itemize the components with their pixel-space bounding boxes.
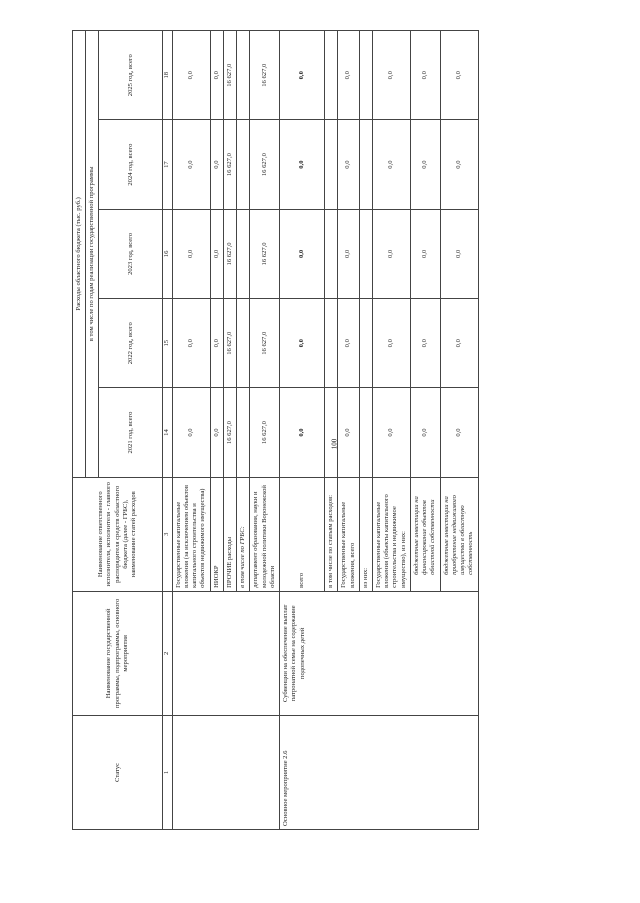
- value-cell: 0,0: [372, 31, 410, 120]
- value-cell: 0,0: [210, 31, 223, 120]
- page-number: 100: [330, 438, 339, 450]
- value-cell: [325, 299, 338, 388]
- header-program-name: Наименование государственной программы, подпрограммы, основного мероприятия: [73, 591, 163, 715]
- row-label: из них:: [359, 477, 372, 591]
- index-cell: 3: [163, 477, 172, 591]
- value-cell: 16 627,0: [250, 388, 280, 477]
- header-executor: Наименование ответственного исполнителя, исполнителя - главного распорядителя средств областного бюджета (далее - ГРБС), наименование статей расходов: [73, 477, 163, 591]
- event-status: Основное мероприятие 2.6: [280, 715, 479, 829]
- value-cell: 0,0: [338, 31, 359, 120]
- header-by-years: в том числе по годам реализации государственной программы: [86, 31, 99, 478]
- header-expenses: Расходы областного бюджета (тыс. руб.): [73, 31, 86, 478]
- table-row: [280, 31, 325, 830]
- value-cell: [359, 120, 372, 209]
- index-cell: 2: [163, 591, 172, 715]
- value-cell: [325, 31, 338, 120]
- event-name: Субвенции на обеспечение выплат патронатной семье на содержание подопечных детей: [280, 591, 479, 715]
- value-cell: [359, 31, 372, 120]
- value-cell: 0,0: [440, 209, 478, 298]
- value-cell: 16 627,0: [250, 209, 280, 298]
- row-label: Государственные капитальные вложения, всего: [338, 477, 359, 591]
- index-row: [163, 31, 172, 830]
- value-cell: 16 627,0: [250, 120, 280, 209]
- row-label: Государственные капитальные вложения (за исключением объектов капитального строительства и объектов недвижимого имущества): [172, 477, 210, 591]
- index-cell: 14: [163, 388, 172, 477]
- value-cell: 0,0: [210, 209, 223, 298]
- row-label: НИОКР: [210, 477, 223, 591]
- value-cell: [325, 388, 338, 477]
- header-year: 2024 год, всего: [99, 120, 163, 209]
- value-cell: [237, 31, 250, 120]
- value-cell: 0,0: [410, 299, 440, 388]
- value-cell: 0,0: [372, 299, 410, 388]
- value-cell: 0,0: [172, 209, 210, 298]
- value-cell: [325, 120, 338, 209]
- value-cell: 16 627,0: [223, 388, 236, 477]
- row-label: бюджетные инвестиции на приобретение недвижимого имущества в областную собственность: [440, 477, 478, 591]
- value-cell: 0,0: [210, 388, 223, 477]
- value-cell: 0,0: [372, 209, 410, 298]
- value-cell: 0,0: [338, 388, 359, 477]
- value-cell: [237, 388, 250, 477]
- value-cell: [237, 299, 250, 388]
- value-cell: 0,0: [338, 209, 359, 298]
- value-cell: 0,0: [410, 388, 440, 477]
- budget-table: [72, 30, 479, 830]
- value-cell: 0,0: [172, 31, 210, 120]
- value-cell: 0,0: [440, 31, 478, 120]
- row-label: ПРОЧИЕ расходы: [223, 477, 236, 591]
- value-cell: 0,0: [372, 388, 410, 477]
- value-cell: 0,0: [210, 299, 223, 388]
- value-cell: 16 627,0: [223, 299, 236, 388]
- row-label: Государственные капитальные вложения (объекты капитального строительства и недвижимое имущество), из них:: [372, 477, 410, 591]
- value-cell: 0,0: [338, 299, 359, 388]
- value-cell: 0,0: [440, 120, 478, 209]
- row-label: в том числе по статьям расходов:: [325, 477, 338, 591]
- index-cell: 16: [163, 209, 172, 298]
- index-cell: 18: [163, 31, 172, 120]
- index-cell: 1: [163, 715, 172, 829]
- value-cell: 0,0: [410, 209, 440, 298]
- value-cell: 0,0: [338, 120, 359, 209]
- value-cell: 0,0: [280, 31, 325, 120]
- value-cell: [237, 209, 250, 298]
- header-year: 2025 год, всего: [99, 31, 163, 120]
- value-cell: 0,0: [410, 31, 440, 120]
- value-cell: 0,0: [372, 120, 410, 209]
- value-cell: 0,0: [440, 299, 478, 388]
- row-label: в том числе по ГРБС:: [237, 477, 250, 591]
- value-cell: 0,0: [410, 120, 440, 209]
- value-cell: 0,0: [440, 388, 478, 477]
- index-cell: 17: [163, 120, 172, 209]
- value-cell: 16 627,0: [223, 120, 236, 209]
- value-cell: 0,0: [280, 120, 325, 209]
- value-cell: 0,0: [280, 388, 325, 477]
- value-cell: 0,0: [172, 388, 210, 477]
- value-cell: [359, 388, 372, 477]
- budget-table-sheet: [72, 30, 632, 830]
- value-cell: [359, 299, 372, 388]
- value-cell: [237, 120, 250, 209]
- row-label: бюджетные инвестиции на финансирование объектов областной собственности: [410, 477, 440, 591]
- value-cell: 0,0: [280, 299, 325, 388]
- row-label: всего: [280, 477, 325, 591]
- value-cell: [359, 209, 372, 298]
- value-cell: 0,0: [172, 120, 210, 209]
- header-year: 2021 год, всего: [99, 388, 163, 477]
- value-cell: 16 627,0: [223, 209, 236, 298]
- header-year: 2022 год, всего: [99, 299, 163, 388]
- header-status: Статус: [73, 715, 163, 829]
- value-cell: [325, 209, 338, 298]
- value-cell: 16 627,0: [250, 299, 280, 388]
- table-row: [172, 31, 210, 830]
- index-cell: 15: [163, 299, 172, 388]
- row-label: департамент образования, науки и молодежной политики Воронежской области: [250, 477, 280, 591]
- value-cell: 0,0: [172, 299, 210, 388]
- header-year: 2023 год, всего: [99, 209, 163, 298]
- value-cell: 16 627,0: [223, 31, 236, 120]
- value-cell: 0,0: [280, 209, 325, 298]
- value-cell: 0,0: [210, 120, 223, 209]
- value-cell: 16 627,0: [250, 31, 280, 120]
